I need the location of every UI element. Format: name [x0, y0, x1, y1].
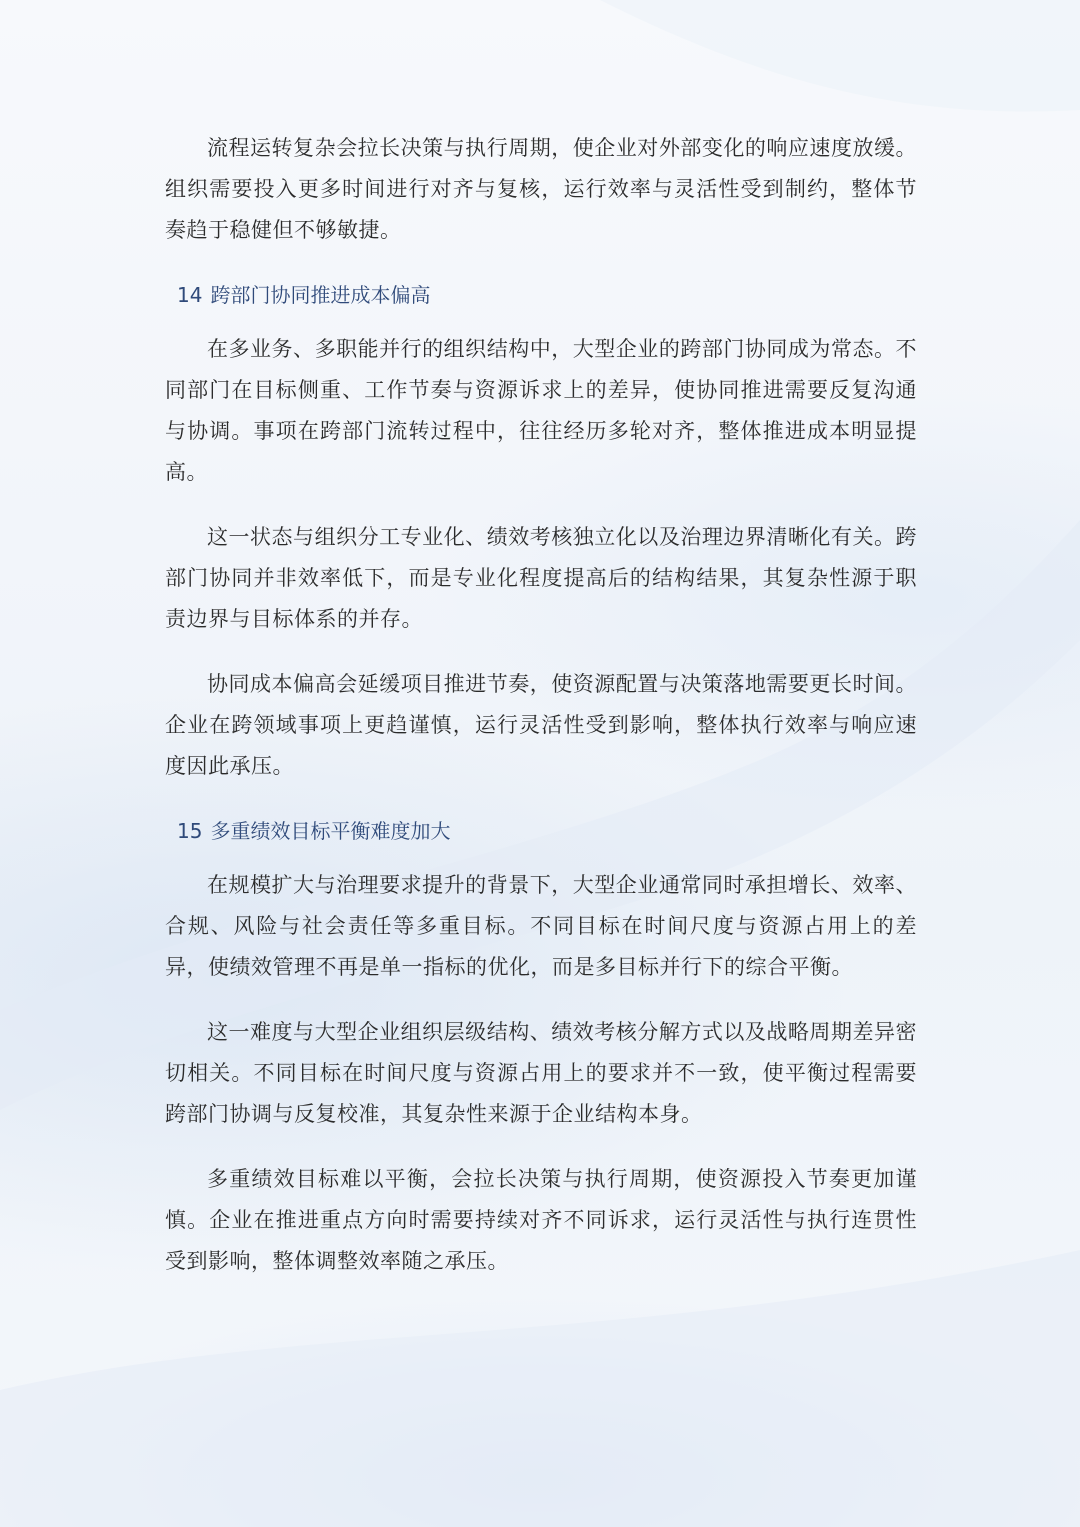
- section-14-paragraph-2: 这一状态与组织分工专业化、绩效考核独立化以及治理边界清晰化有关。跨部门协同并非效率低下，而是专业化程度提高后的结构结果，其复杂性源于职责边界与目标体系的并存。: [165, 525, 917, 631]
- section-15-number: 15: [177, 819, 203, 843]
- section-14-title: 跨部门协同推进成本偏高: [210, 283, 431, 307]
- section-14-paragraph-1: 在多业务、多职能并行的组织结构中，大型企业的跨部门协同成为常态。不同部门在目标侧重、工作节奏与资源诉求上的差异，使协同推进需要反复沟通与协调。事项在跨部门流转过程中，往往经历多轮对齐，整体推进成本明显提高。: [165, 337, 917, 484]
- section-15-paragraph-1: 在规模扩大与治理要求提升的背景下，大型企业通常同时承担增长、效率、合规、风险与社会责任等多重目标。不同目标在时间尺度与资源占用上的差异，使绩效管理不再是单一指标的优化，而是多目标并行下的综合平衡。: [165, 873, 917, 979]
- section-15-paragraph-3: 多重绩效目标难以平衡，会拉长决策与执行周期，使资源投入节奏更加谨慎。企业在推进重点方向时需要持续对齐不同诉求，运行灵活性与执行连贯性受到影响，整体调整效率随之承压。: [165, 1167, 917, 1273]
- article-body: [165, 128, 917, 1306]
- section-15-title: 多重绩效目标平衡难度加大: [210, 819, 451, 843]
- section-15-heading: [177, 811, 917, 851]
- paragraph-intro: 流程运转复杂会拉长决策与执行周期，使企业对外部变化的响应速度放缓。组织需要投入更多时间进行对齐与复核，运行效率与灵活性受到制约，整体节奏趋于稳健但不够敏捷。: [165, 136, 917, 242]
- section-14-paragraph-3: 协同成本偏高会延缓项目推进节奏，使资源配置与决策落地需要更长时间。企业在跨领域事项上更趋谨慎，运行灵活性受到影响，整体执行效率与响应速度因此承压。: [165, 672, 917, 778]
- section-14-number: 14: [177, 283, 203, 307]
- section-14-heading: [177, 275, 917, 315]
- section-15-paragraph-2: 这一难度与大型企业组织层级结构、绩效考核分解方式以及战略周期差异密切相关。不同目标在时间尺度与资源占用上的要求并不一致，使平衡过程需要跨部门协调与反复校准，其复杂性来源于企业结构本身。: [165, 1020, 917, 1126]
